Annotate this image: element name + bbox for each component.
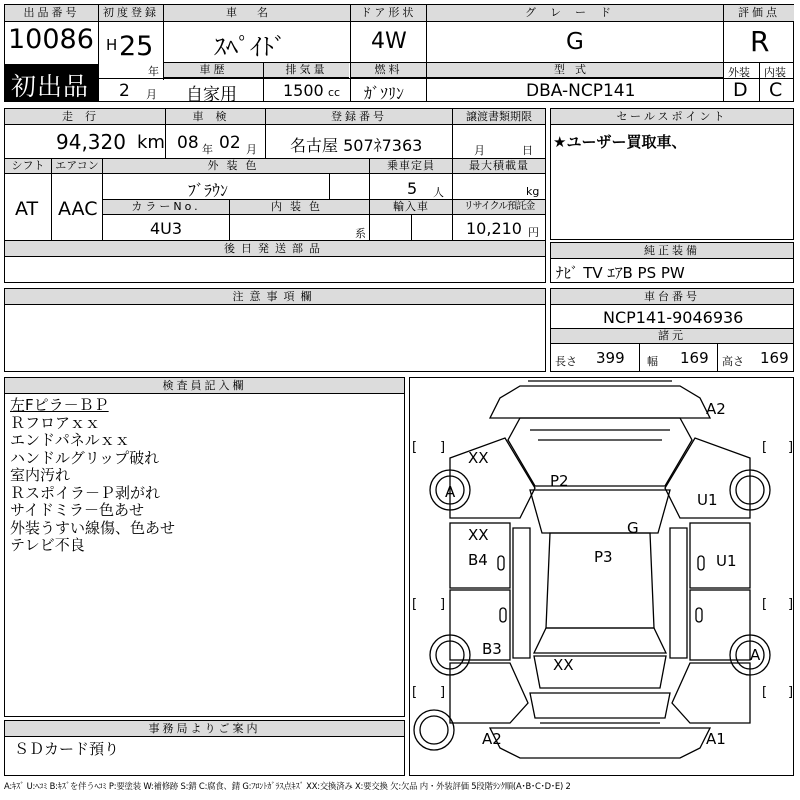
lot-number: 10086 <box>8 24 94 55</box>
grade: G <box>566 29 584 55</box>
caution-label: 注意事項欄 <box>5 289 545 305</box>
mark-u1-right: U1 <box>697 491 718 509</box>
exterior-score: D <box>733 79 748 101</box>
month-unit: 月 <box>146 88 157 101</box>
mark-a2-top: A2 <box>706 400 726 418</box>
inspection-month-unit: 月 <box>246 143 257 156</box>
score-label: 評価点 <box>724 5 794 22</box>
era: H <box>106 36 118 54</box>
sales-point-section <box>550 108 794 240</box>
interior-score: C <box>769 79 783 101</box>
transfer-label: 譲渡書類期限 <box>453 109 545 125</box>
inspection-month: 02 <box>219 133 241 153</box>
height: 169 <box>760 349 789 367</box>
width-label: 幅 <box>647 355 658 368</box>
load-label: 最大積載量 <box>453 159 545 174</box>
displacement-label: 排気量 <box>264 63 349 78</box>
color-no-label: カラーNo. <box>103 200 229 215</box>
svg-text:]: ] <box>788 440 793 455</box>
length: 399 <box>596 349 625 367</box>
history-label: 車歴 <box>164 63 263 78</box>
mileage-unit: km <box>137 132 165 153</box>
interior-color-unit: 系 <box>355 227 366 240</box>
equipment-text: ﾅﾋﾞ TV ｴｱB PS PW <box>556 264 685 282</box>
svg-text:]: ] <box>440 685 446 700</box>
exterior-label: 外装 <box>728 66 750 79</box>
chassis-label: 車台番号 <box>551 289 793 305</box>
car-name-label: 車名 <box>164 5 350 22</box>
fuel-label: 燃料 <box>351 63 426 78</box>
inspection-year-unit: 年 <box>202 143 213 156</box>
note-line: ハンドルグリップ破れ <box>10 448 160 467</box>
transfer-month: 月 <box>474 144 485 157</box>
model-label: 型式 <box>427 63 723 78</box>
transfer-day: 日 <box>522 144 533 157</box>
sales-point-label: セールスポイント <box>551 109 793 125</box>
mileage: 94,320 <box>56 130 126 154</box>
history: 自家用 <box>186 85 237 105</box>
mark-b3: B3 <box>482 640 502 658</box>
fuel: ｶﾞｿﾘﾝ <box>364 84 405 103</box>
car-name: ｽﾍﾟｲﾄﾞ <box>214 33 286 61</box>
mark-b4: B4 <box>468 551 488 569</box>
length-label: 長さ <box>555 355 577 368</box>
mileage-label: 走行 <box>5 109 165 125</box>
first-reg-label: 初度登録 <box>99 5 163 22</box>
mark-xx-front-left: XX <box>468 449 489 467</box>
year-unit: 年 <box>148 65 159 78</box>
svg-text:[: [ <box>412 597 418 612</box>
recycle-fee: 10,210 <box>466 219 522 238</box>
reg-number-label: 登録番号 <box>266 109 452 125</box>
air-conditioner: AAC <box>58 198 98 220</box>
capacity-label: 乗車定員 <box>370 159 452 174</box>
reg-month: 2 <box>119 81 130 101</box>
spec-label: 諸元 <box>551 329 793 344</box>
svg-text:[: [ <box>762 685 768 700</box>
note-line: 左Fピラ－ＢＰ <box>10 396 109 414</box>
note-line: Ｒスポイラ－Ｐ剥がれ <box>10 483 161 502</box>
door-label: ドア形状 <box>351 5 426 22</box>
capacity: 5 <box>407 179 418 198</box>
mark-a-right: A <box>750 646 761 664</box>
mark-g: G <box>627 519 639 537</box>
note-line: Ｒフロアｘｘ <box>10 413 101 432</box>
mark-p2: P2 <box>550 472 569 490</box>
svg-text:]: ] <box>788 685 793 700</box>
recycle-label: リサイクル預託金 <box>453 200 545 215</box>
mark-a2-bottom: A2 <box>482 730 502 748</box>
recycle-unit: 円 <box>528 226 539 239</box>
mark-xx-mid: XX <box>468 526 489 544</box>
mark-p3: P3 <box>594 548 613 566</box>
car-diagram-svg <box>410 378 793 775</box>
mark-xx-rear: XX <box>553 656 574 674</box>
height-label: 高さ <box>722 355 744 368</box>
office-text: ＳＤカード預り <box>14 740 120 758</box>
note-line: テレビ不良 <box>10 536 85 554</box>
svg-text:[: [ <box>762 597 768 612</box>
svg-text:]: ] <box>440 597 446 612</box>
svg-text:]: ] <box>440 440 446 455</box>
ac-label: エアコン <box>52 159 102 174</box>
interior-color-label: 内装色 <box>230 200 369 215</box>
capacity-unit: 人 <box>433 186 444 199</box>
damage-diagram <box>409 377 794 776</box>
inspection-year: 08 <box>177 133 199 153</box>
shift: AT <box>15 198 39 220</box>
inspector-notes <box>10 397 175 555</box>
import-label: 輸入車 <box>370 200 452 215</box>
note-line: サイドミラ－色あせ <box>10 501 144 519</box>
parts-label: 後日発送部品 <box>5 241 545 257</box>
svg-text:]: ] <box>788 597 793 612</box>
load-unit: kg <box>526 185 540 198</box>
svg-text:[: [ <box>412 440 418 455</box>
lot-label: 出品番号 <box>5 5 98 22</box>
width: 169 <box>680 349 709 367</box>
color-label: 外装色 <box>103 159 369 174</box>
exterior-color: ﾌﾞﾗｳﾝ <box>188 181 229 200</box>
mark-a-left: A <box>445 483 456 501</box>
equipment-label: 純正装備 <box>551 243 793 259</box>
chassis-number: NCP141-9046936 <box>603 308 744 327</box>
color-number: 4U3 <box>150 219 183 238</box>
first-listing-label: 初出品 <box>11 72 90 101</box>
svg-text:[: [ <box>412 685 418 700</box>
displacement: 1500 <box>283 81 324 100</box>
inspector-label: 検査員記入欄 <box>5 378 404 394</box>
shift-label: シフト <box>5 159 51 174</box>
score: R <box>750 25 770 58</box>
mark-a1: A1 <box>706 730 726 748</box>
svg-text:[: [ <box>762 440 768 455</box>
reg-year: 25 <box>119 31 154 62</box>
note-line: 室内汚れ <box>10 466 71 484</box>
sales-point-text: ★ユーザー買取車、 <box>553 133 687 151</box>
model: DBA-NCP141 <box>526 81 636 101</box>
note-line: エンドパネルｘｘ <box>10 431 130 449</box>
legend: A:ｷｽﾞ U:ﾍｺﾐ B:ｷｽﾞを伴うﾍｺﾐ P:要塗装 W:補修跡 S:錆 C:腐食、錆 G:ﾌﾛﾝﾄｶﾞﾗｽ点ｷｽﾞ XX:交換済み X:要交換 欠:欠品 内・外装評価 5段階ﾗﾝｸ順(A･B･C･D･E) 2 <box>4 781 571 791</box>
reg-number: 名古屋 507ﾈ7363 <box>290 136 423 155</box>
grade-label: グレード <box>427 5 723 22</box>
office-label: 事務局よりご案内 <box>5 721 404 737</box>
inspection-label: 車検 <box>166 109 265 125</box>
displacement-unit: cc <box>328 86 341 99</box>
interior-label: 内装 <box>764 66 786 79</box>
door-type: 4W <box>371 29 407 54</box>
mark-u1-mid: U1 <box>716 552 737 570</box>
note-line: 外装うすい線傷、色あせ <box>10 518 176 537</box>
